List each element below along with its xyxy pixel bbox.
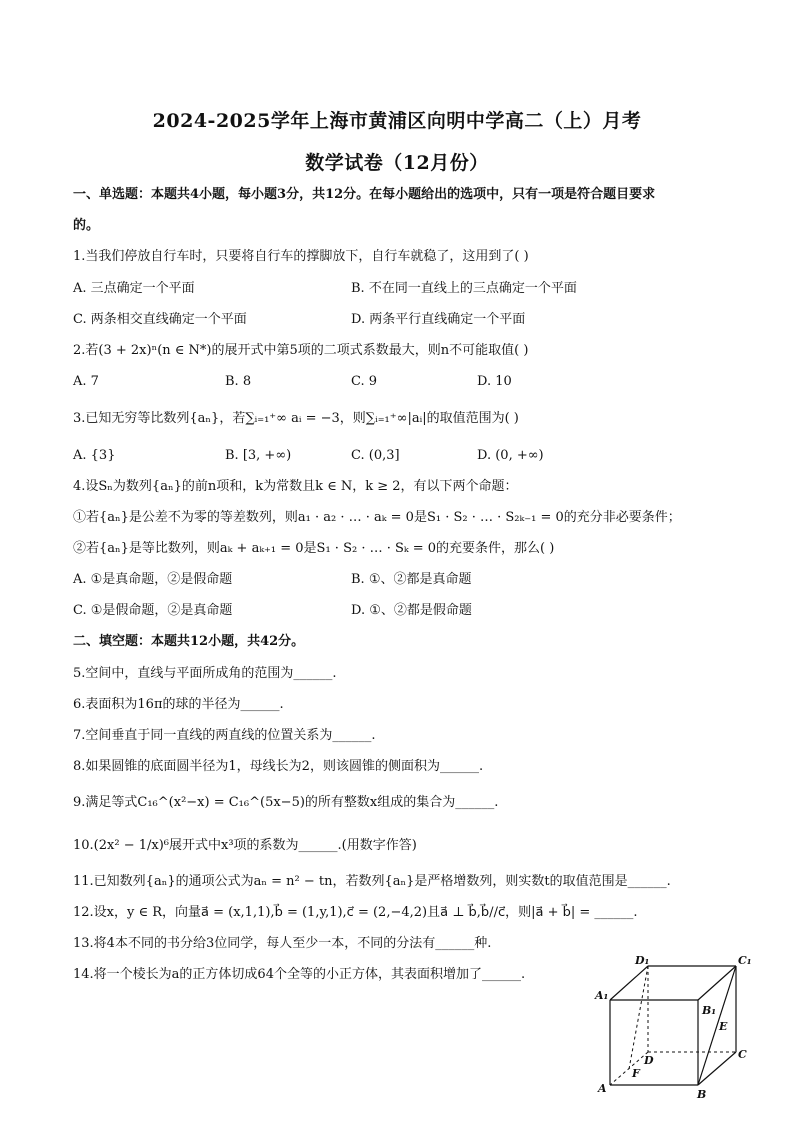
label-c1: C₁: [738, 954, 752, 967]
q1-option-a: A. 三点确定一个平面: [73, 281, 195, 296]
question-4-stem: 4.设Sₙ为数列{aₙ}的前n项和，k为常数且k ∈ N，k ≥ 2，有以下两个命题：: [73, 479, 518, 494]
label-b1: B₁: [702, 1004, 717, 1017]
question-8: 8.如果圆锥的底面圆半径为1，母线长为2，则该圆锥的侧面积为______.: [73, 759, 484, 774]
label-d: D: [644, 1054, 654, 1067]
label-a1: A₁: [595, 989, 609, 1002]
question-2-stem: 2.若(3 + 2x)ⁿ(n ∈ N*)的展开式中第5项的二项式系数最大，则n不可能取值( ): [73, 343, 529, 358]
q1-option-c: C. 两条相交直线确定一个平面: [73, 312, 247, 327]
q3-option-b: B. [3, +∞): [225, 448, 292, 463]
q4-option-c: C. ①是假命题，②是真命题: [73, 603, 233, 618]
q3-option-d: D. (0, +∞): [477, 448, 544, 463]
exam-title: 2024-2025学年上海市黄浦区向明中学高二（上）月考: [152, 110, 642, 132]
q4-option-b: B. ①、②都是真命题: [351, 572, 472, 587]
section1-header: 一、单选题：本题共4小题，每小题3分，共12分。在每小题给出的选项中，只有一项是符合题目要求: [73, 187, 656, 202]
q3-option-a: A. {3}: [73, 448, 116, 463]
cube-figure: [592, 952, 762, 1102]
section1-header-cont: 的。: [73, 218, 100, 233]
question-1-stem: 1.当我们停放自行车时，只要将自行车的撑脚放下，自行车就稳了，这用到了( ): [73, 249, 529, 264]
q3-option-c: C. (0,3]: [351, 448, 400, 463]
question-9: 9.满足等式C₁₆^(x²−x) = C₁₆^(5x−5)的所有整数x组成的集合为______.: [73, 795, 499, 810]
q4-option-a: A. ①是真命题，②是假命题: [73, 572, 233, 587]
q1-option-b: B. 不在同一直线上的三点确定一个平面: [351, 281, 577, 296]
exam-subtitle: 数学试卷（12月份）: [305, 152, 489, 174]
label-b: B: [697, 1088, 707, 1101]
question-10: 10.(2x² − 1/x)⁶展开式中x³项的系数为______.(用数字作答): [73, 838, 417, 853]
section2-header: 二、填空题：本题共12小题，共42分。: [73, 634, 305, 649]
q4-proposition-2: ②若{aₙ}是等比数列，则aₖ + aₖ₊₁ = 0是S₁ · S₂ · … · Sₖ = 0的充要条件，那么( ): [73, 541, 555, 556]
question-3-stem: 3.已知无穷等比数列{aₙ}，若∑ᵢ₌₁⁺∞ aᵢ = −3，则∑ᵢ₌₁⁺∞|aᵢ|的取值范围为( ): [73, 411, 519, 426]
q2-option-c: C. 9: [351, 374, 378, 389]
q4-option-d: D. ①、②都是假命题: [351, 603, 472, 618]
question-12: 12.设x，y ∈ R，向量a⃗ = (x,1,1),b⃗ = (1,y,1),c⃗ = (2,−4,2)且a⃗ ⊥ b⃗,b⃗//c⃗，则|a⃗ + b⃗| = ______.: [73, 905, 638, 920]
q2-option-b: B. 8: [225, 374, 252, 389]
label-a: A: [598, 1082, 607, 1095]
q1-option-d: D. 两条平行直线确定一个平面: [351, 312, 526, 327]
question-14: 14.将一个棱长为a的正方体切成64个全等的小正方体，其表面积增加了______.: [73, 967, 526, 982]
question-7: 7.空间垂直于同一直线的两直线的位置关系为______.: [73, 728, 376, 743]
question-5: 5.空间中，直线与平面所成角的范围为______.: [73, 666, 337, 681]
question-6: 6.表面积为16π的球的半径为______.: [73, 697, 284, 712]
label-c: C: [738, 1048, 747, 1061]
q4-proposition-1: ①若{aₙ}是公差不为零的等差数列，则a₁ · a₂ · … · aₖ = 0是S₁ · S₂ · … · S₂ₖ₋₁ = 0的充分非必要条件；: [73, 510, 681, 525]
label-e: E: [719, 1020, 728, 1033]
q2-option-a: A. 7: [73, 374, 99, 389]
question-13: 13.将4本不同的书分给3位同学，每人至少一本，不同的分法有______种.: [73, 936, 492, 951]
q2-option-d: D. 10: [477, 374, 512, 389]
label-d1: D₁: [635, 954, 650, 967]
question-11: 11.已知数列{aₙ}的通项公式为aₙ = n² − tn，若数列{aₙ}是严格增数列，则实数t的取值范围是______.: [73, 874, 671, 889]
label-f: F: [632, 1067, 640, 1080]
